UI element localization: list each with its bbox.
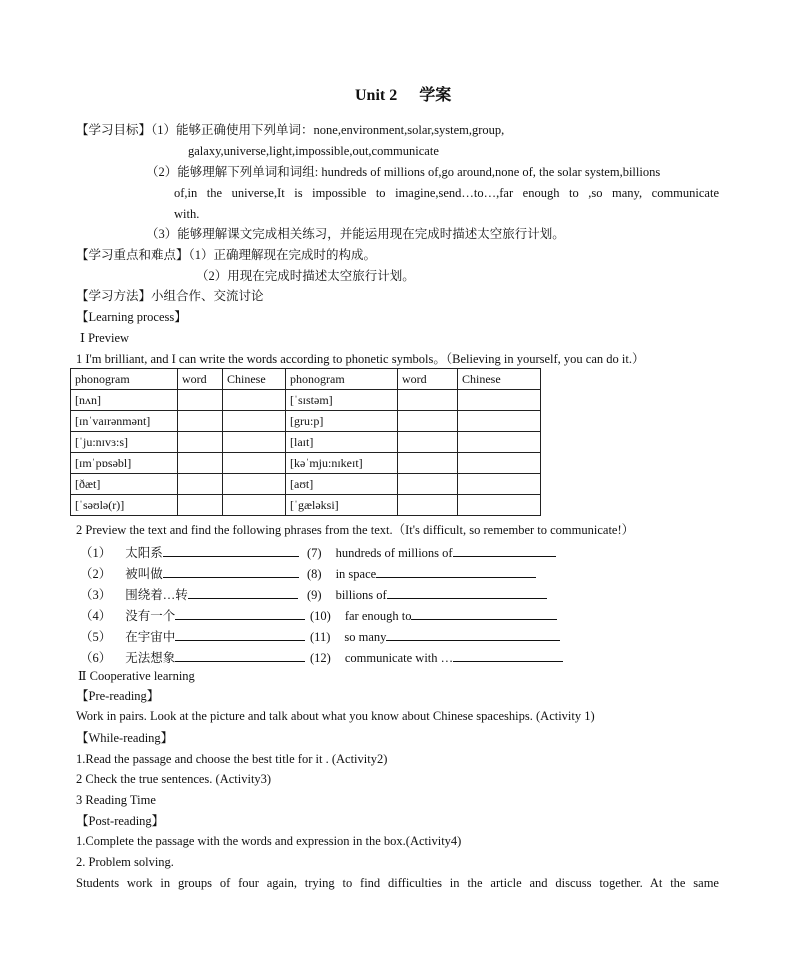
method-line (76, 288, 264, 304)
word-cell[interactable] (398, 474, 458, 495)
preview-heading: Ⅰ Preview (80, 331, 130, 345)
phrase-row (80, 648, 305, 666)
goal-1-text: （1）能够正确使用下列单词：none,environment,solar,system,group, (151, 123, 505, 137)
chinese-cell[interactable] (223, 411, 286, 432)
phonogram-table (70, 368, 541, 516)
phrase-number: （3） (80, 588, 112, 602)
phrase-row (307, 543, 556, 561)
phonogram-cell: [ˈsɪstəm] (286, 390, 398, 411)
table-row (71, 453, 541, 474)
phrase-chinese: 在宇宙中 (125, 630, 176, 644)
chinese-cell[interactable] (458, 474, 541, 495)
chinese-cell[interactable] (458, 411, 541, 432)
table-header: word (398, 369, 458, 390)
phrase-row (80, 585, 298, 603)
page-title (355, 88, 451, 104)
phonogram-cell: [nʌn] (71, 390, 178, 411)
answer-blank[interactable] (387, 585, 547, 599)
answer-blank[interactable] (188, 585, 298, 599)
chinese-cell[interactable] (458, 495, 541, 516)
phrase-number: (10) (310, 609, 331, 623)
phrase-chinese: 无法想象 (125, 651, 176, 665)
table-header: Chinese (223, 369, 286, 390)
word-cell[interactable] (178, 432, 223, 453)
phrase-number: (12) (310, 651, 331, 665)
phrase-row (307, 585, 547, 603)
phonogram-cell: [ˈgæləksi] (286, 495, 398, 516)
phrase-number: （6） (80, 651, 112, 665)
phrase-number: （4） (80, 609, 112, 623)
goal-1-cont: galaxy,universe,light,impossible,out,communicate (188, 144, 439, 158)
table-row (71, 474, 541, 495)
phrase-row (80, 564, 299, 582)
phonogram-cell: [kəˈmju:nɪkeɪt] (286, 453, 398, 474)
key-label: 【学习重点和难点】 (76, 248, 189, 262)
goal-2-text: （2）能够理解下列单词和词组: hundreds of millions of,go around,none of, the solar system,billions (146, 165, 661, 179)
word-cell[interactable] (178, 453, 223, 474)
key-2-text: （2）用现在完成时描述太空旅行计划。 (196, 269, 415, 283)
post-reading-label: 【Post-reading】 (76, 814, 165, 828)
word-cell[interactable] (178, 390, 223, 411)
phrase-row (80, 627, 305, 645)
phonogram-cell: [aʊt] (286, 474, 398, 495)
word-cell[interactable] (398, 390, 458, 411)
key-line-1 (76, 247, 376, 263)
phrase-english: communicate with … (344, 651, 454, 665)
phrase-number: (7) (307, 546, 322, 560)
chinese-cell[interactable] (223, 474, 286, 495)
chinese-cell[interactable] (458, 390, 541, 411)
answer-blank[interactable] (163, 564, 299, 578)
while-reading-item-1: 1.Read the passage and choose the best title for it . (Activity2) (76, 752, 388, 766)
phrase-chinese: 被叫做 (125, 567, 163, 581)
word-cell[interactable] (398, 453, 458, 474)
answer-blank[interactable] (376, 564, 536, 578)
phrase-chinese: 没有一个 (125, 609, 176, 623)
key-1-text: （1）正确理解现在完成时的构成。 (188, 248, 377, 262)
phrase-english: hundreds of millions of (335, 546, 453, 560)
goal-2-cont: of,in the universe,It is impossible to imagine,send…to…,far enough to ,so many, communicate (174, 186, 719, 200)
phonogram-cell: [ˈju:nɪvɜ:s] (71, 432, 178, 453)
table-header: word (178, 369, 223, 390)
phrase-number: (11) (310, 630, 331, 644)
answer-blank[interactable] (175, 627, 305, 641)
phrase-chinese: 太阳系 (125, 546, 163, 560)
chinese-cell[interactable] (223, 453, 286, 474)
word-cell[interactable] (178, 495, 223, 516)
word-cell[interactable] (398, 411, 458, 432)
phrase-number: (9) (307, 588, 322, 602)
table-row (71, 432, 541, 453)
phonogram-cell: [ɪnˈvaɪrənmənt] (71, 411, 178, 432)
post-reading-item-2: 2. Problem solving. (76, 855, 174, 869)
while-reading-label: 【While-reading】 (76, 731, 174, 745)
chinese-cell[interactable] (458, 453, 541, 474)
process-heading: 【Learning process】 (76, 310, 187, 324)
answer-blank[interactable] (453, 543, 556, 557)
while-reading-item-2: 2 Check the true sentences. (Activity3) (76, 772, 272, 786)
phonogram-cell: [gru:p] (286, 411, 398, 432)
method-label: 【学习方法】 (76, 289, 152, 303)
phrase-row (310, 606, 557, 624)
phrase-chinese: 围绕着…转 (125, 588, 188, 602)
phonogram-cell: [laɪt] (286, 432, 398, 453)
phrase-number: （1） (80, 546, 112, 560)
phrase-number: (8) (307, 567, 322, 581)
phrase-english: far enough to (344, 609, 412, 623)
while-reading-item-3: 3 Reading Time (76, 793, 156, 807)
phrase-row (310, 627, 560, 645)
answer-blank[interactable] (453, 648, 563, 662)
answer-blank[interactable] (175, 606, 305, 620)
method-text: 小组合作、交流讨论 (151, 289, 264, 303)
table-header: Chinese (458, 369, 541, 390)
phrase-row (80, 606, 305, 624)
table-row (71, 390, 541, 411)
phrase-number: （5） (80, 630, 112, 644)
phonogram-cell: [ɪmˈpɒsəbl] (71, 453, 178, 474)
table-header: phonogram (71, 369, 178, 390)
phrase-english: billions of (335, 588, 387, 602)
answer-blank[interactable] (175, 648, 305, 662)
coop-heading: Ⅱ Cooperative learning (78, 669, 195, 683)
phonogram-cell: [ˈsəʊlə(r)] (71, 495, 178, 516)
chinese-cell[interactable] (223, 495, 286, 516)
phrase-row (307, 564, 536, 582)
answer-blank[interactable] (411, 606, 557, 620)
question-1: 1 I'm brilliant, and I can write the words according to phonetic symbols。（Believing in yourself, you can do it.） (76, 352, 645, 366)
word-cell[interactable] (178, 474, 223, 495)
word-cell[interactable] (398, 432, 458, 453)
pre-reading-label: 【Pre-reading】 (76, 689, 160, 703)
table-header: phonogram (286, 369, 398, 390)
goal-3-text: （3）能够理解课文完成相关练习，并能运用现在完成时描述太空旅行计划。 (146, 227, 565, 241)
pre-reading-text: Work in pairs. Look at the picture and talk about what you know about Chinese spaceships. (Activity 1) (76, 709, 595, 723)
title-unit: Unit 2 (355, 87, 398, 104)
phrase-number: （2） (80, 567, 112, 581)
chinese-cell[interactable] (223, 432, 286, 453)
answer-blank[interactable] (163, 543, 299, 557)
title-sub: 学案 (419, 87, 452, 104)
table-row (71, 411, 541, 432)
phrase-row (80, 543, 299, 561)
table-header-row (71, 369, 541, 390)
goal-2-end: with. (174, 207, 200, 221)
phrase-row (310, 648, 563, 666)
chinese-cell[interactable] (458, 432, 541, 453)
goals-label: 【学习目标】 (76, 123, 152, 137)
word-cell[interactable] (398, 495, 458, 516)
word-cell[interactable] (178, 411, 223, 432)
answer-blank[interactable] (386, 627, 560, 641)
question-2: 2 Preview the text and find the following phrases from the text.（It's difficult, so remember to communicate!） (76, 523, 635, 537)
chinese-cell[interactable] (223, 390, 286, 411)
table-row (71, 495, 541, 516)
phrase-english: in space (335, 567, 377, 581)
post-reading-item-1: 1.Complete the passage with the words and expression in the box.(Activity4) (76, 834, 462, 848)
post-reading-text: Students work in groups of four again, trying to find difficulties in the article and discuss together. At the same (76, 876, 719, 890)
goals-line-1 (76, 122, 504, 138)
phonogram-cell: [ðæt] (71, 474, 178, 495)
phrase-english: so many (344, 630, 387, 644)
